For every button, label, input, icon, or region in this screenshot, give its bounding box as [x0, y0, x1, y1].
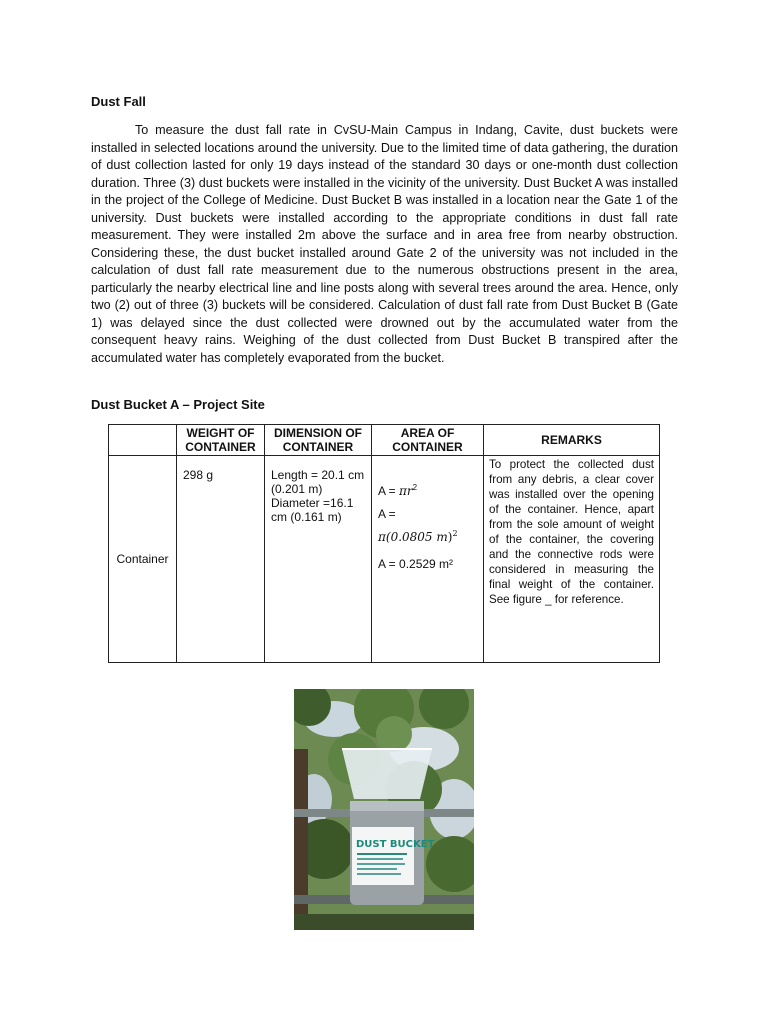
area-result: A = 0.2529 m²: [378, 557, 454, 571]
area-substitution: [378, 526, 477, 545]
area-r: r: [406, 484, 413, 498]
weight-cell: 298 g: [177, 456, 265, 663]
area-exp: 2: [412, 483, 418, 492]
table-row: [109, 456, 660, 663]
subsection-title: Dust Bucket A – Project Site: [91, 397, 265, 412]
area-prefix: A =: [378, 484, 400, 498]
area-sub-m: m: [436, 530, 448, 544]
area-sub-exp: 2: [452, 529, 458, 538]
dimension-length: Length = 20.1 cm (0.201 m): [271, 468, 365, 496]
row-label: Container: [109, 456, 177, 663]
header-weight: WEIGHT OF CONTAINER: [177, 425, 265, 456]
table-header-row: [109, 425, 660, 456]
dimension-cell: [265, 456, 372, 663]
header-area: AREA OF CONTAINER: [372, 425, 484, 456]
header-remarks: REMARKS: [484, 425, 660, 456]
remarks-cell: To protect the collected dust from any debris, a clear cover was installed over the opening of the container. Hence, apart from the sole amount of weight of the container, the covering and the connective rods were considered in measuring the final weight of the container. See figure _ for reference.: [484, 456, 660, 663]
body-paragraph: To measure the dust fall rate in CvSU-Main Campus in Indang, Cavite, dust buckets were installed in selected locations around the university. Due to the limited time of data gathering, the duration of dust collection lasted for only 19 days instead of the standard 30 days or one-month dust collection duration. Three (3) dust buckets were installed in the vicinity of the university. Dust Bucket A was installed in the project of the College of Medicine. Dust Bucket B was installed in a location near the Gate 1 of the university. Dust buckets were installed according to the appropriate conditions in dust fall rate measurement. They were installed 2m above the surface and in area free from nearby obstruction. Considering these, the dust bucket installed around Gate 2 of the university was not included in the calculation of dust fall rate measurement due to the numerous obstructions present in the area, particularly the nearby electrical line and line posts along with several trees around the area. Hence, only two (2) out of three (3) buckets will be considered. Calculation of dust fall rate from Dust Bucket B (Gate 1) was delayed since the dust collected were drowned out by the accumulated water from the consequent heavy rains. Weighing of the dust collected from Dust Bucket B transpired after the accumulated water has completely evaporated from the bucket.: [91, 123, 678, 365]
area-formula: [378, 480, 477, 499]
area-pi: π: [399, 484, 407, 498]
area-sub-close: ): [447, 530, 453, 544]
area-cell: [372, 456, 484, 663]
area-sub-open: π(0.0805: [378, 530, 433, 544]
area-line2: A =: [378, 507, 396, 521]
section-title: Dust Fall: [91, 94, 146, 109]
dust-bucket-table: [108, 424, 660, 663]
photo-label-text: DUST BUCKET: [356, 839, 435, 850]
header-dimension: DIMENSION OF CONTAINER: [265, 425, 372, 456]
dust-bucket-photo: [294, 689, 474, 930]
dimension-diameter: Diameter =16.1 cm (0.161 m): [271, 496, 354, 524]
header-empty: [109, 425, 177, 456]
